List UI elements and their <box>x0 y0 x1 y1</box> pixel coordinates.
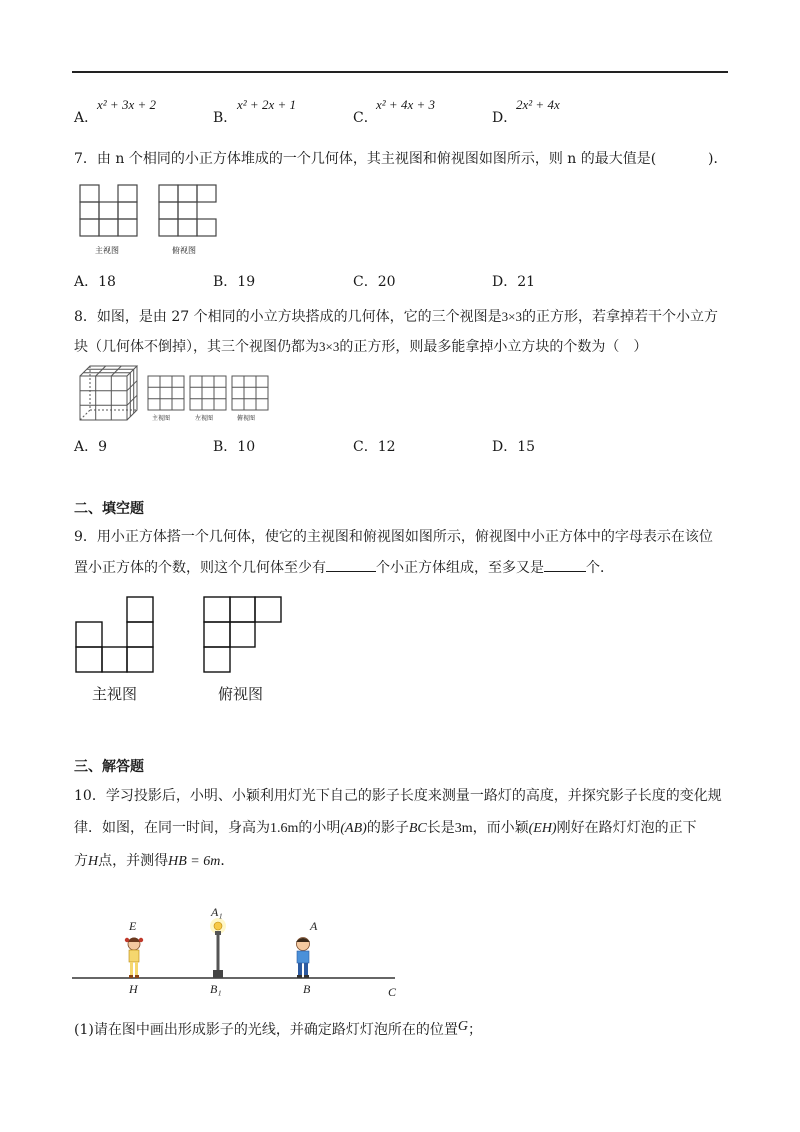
section-2-heading: 二、填空题 <box>74 501 144 517</box>
label-A: A <box>310 919 318 933</box>
label-B: B <box>303 982 311 996</box>
q10-h: H <box>88 854 99 869</box>
q8-option-d-value: 15 <box>517 439 536 455</box>
q6-option-a <box>74 108 98 128</box>
q8-option-c-value: 12 <box>377 439 396 455</box>
q10-line2e: ，而小颖 <box>472 820 529 836</box>
q10-line3b: 点，并测得 <box>98 853 169 869</box>
q10-figure <box>70 904 410 1000</box>
q6-option-d-label: D． <box>492 110 518 126</box>
q9-front-view <box>76 597 153 672</box>
q10-line3 <box>74 851 234 872</box>
q8-option-b <box>213 437 255 457</box>
q9-top-caption: 俯视图 <box>218 685 264 703</box>
q10-height: 1.6m <box>270 821 299 836</box>
q6-option-a-expr: x² + 3x + 2 <box>97 97 156 112</box>
q6-option-b <box>213 108 237 128</box>
q10-line2d: 长是 <box>426 820 455 836</box>
q9-front-caption: 主视图 <box>92 685 138 703</box>
q8-view-front <box>148 376 184 410</box>
q8-line2a: 块（几何体不倒掉），其三个视图仍都为 <box>74 339 319 355</box>
q8-line2b: 的正方形，则最多能拿掉小立方块的个数为（ ） <box>339 339 648 355</box>
q9-blank-min[interactable] <box>326 557 376 572</box>
q8-option-a <box>74 437 107 457</box>
q7-option-c-value: 20 <box>377 274 396 290</box>
q8-dim-2: 3×3 <box>319 339 340 354</box>
q7-option-c-label: C． <box>353 274 378 290</box>
q10-line3a: 方 <box>74 853 88 869</box>
q6-option-b-label: B． <box>213 110 238 126</box>
q10-hb: HB = 6m <box>168 854 221 869</box>
label-B1: B₁ <box>210 982 222 996</box>
q8-cube <box>80 366 137 420</box>
label-A1: A₁ <box>211 905 223 919</box>
q7-front-caption: 主视图 <box>95 246 119 255</box>
q9-line2c: 个． <box>586 560 614 576</box>
section-3-heading: 三、解答题 <box>74 759 144 775</box>
q7-front-view <box>80 185 137 236</box>
q7-text: 7．由 n 个相同的小正方体堆成的一个几何体，其主视图和俯视图如图所示，则 n 的最大值是( <box>74 151 657 167</box>
q6-option-c-expr: x² + 4x + 3 <box>376 97 435 112</box>
q7-option-d <box>492 272 535 292</box>
q8-caption-top: 俯视图 <box>237 415 256 422</box>
q8-option-a-value: 9 <box>98 439 108 455</box>
q7-option-a <box>74 272 116 292</box>
q9-line2b: 个小正方体组成，至多又是 <box>376 560 544 576</box>
q8-line1 <box>74 307 718 327</box>
q10-ab: (AB) <box>340 821 367 836</box>
q8-caption-front: 主视图 <box>152 415 171 422</box>
q9-top-view <box>204 597 281 672</box>
q6-option-b-expr: x² + 2x + 1 <box>237 97 296 112</box>
q10-sub1-g: G <box>457 1019 468 1034</box>
q7-option-a-label: A． <box>74 274 99 290</box>
q6-option-c-label: C． <box>353 110 378 126</box>
q10-sub1 <box>74 1017 482 1040</box>
q8-line1a: 8．如图，是由 27 个相同的小立方块搭成的几何体，它的三个视图是 <box>74 309 502 325</box>
q7-stem <box>74 149 656 169</box>
q6-option-c <box>353 108 378 128</box>
header-rule <box>72 71 728 73</box>
q7-option-d-label: D． <box>492 274 518 290</box>
label-H: H <box>129 982 138 996</box>
q7-option-a-value: 18 <box>98 274 116 290</box>
q10-bc-len: 3m <box>454 821 473 836</box>
q8-option-b-value: 10 <box>237 439 256 455</box>
q8-option-d-label: D． <box>492 439 518 455</box>
q6-option-d <box>492 108 517 128</box>
q8-option-b-label: B． <box>213 439 238 455</box>
label-C: C <box>388 985 397 999</box>
q10-line2 <box>74 818 697 839</box>
q7-option-b-label: B． <box>213 274 238 290</box>
q8-view-top <box>232 376 268 410</box>
q6-option-d-expr: 2x² + 4x <box>516 97 560 112</box>
q10-line2a: 律．如图，在同一时间，身高为 <box>74 820 270 836</box>
q8-caption-left: 左视图 <box>195 415 214 422</box>
q8-option-d <box>492 437 535 457</box>
q9-line2a: 置小正方体的个数，则这个几何体至少有 <box>74 560 326 576</box>
label-E: E <box>129 919 137 933</box>
q6-option-a-label: A． <box>74 110 99 126</box>
q7-option-c <box>353 272 396 292</box>
q8-option-c-label: C． <box>353 439 378 455</box>
q7-option-b <box>213 272 255 292</box>
q10-bc: BC <box>408 821 427 836</box>
q10-sub1b: ； <box>467 1022 482 1038</box>
q10-line2c: 的影子 <box>366 820 409 836</box>
girl-figure <box>125 938 143 979</box>
street-lamp <box>210 918 226 978</box>
q7-top-view <box>159 185 216 236</box>
q8-option-c <box>353 437 396 457</box>
q9-figure <box>74 595 314 677</box>
q8-line2 <box>74 337 647 357</box>
q7-option-d-value: 21 <box>517 274 536 290</box>
q8-option-a-label: A． <box>74 439 99 455</box>
q8-line1b: 的正方形，若拿掉若干个小立方 <box>521 309 718 325</box>
q10-eh: (EH) <box>528 821 557 836</box>
q10-line1: 10．学习投影后，小明、小颖利用灯光下自己的影子长度来测量一路灯的高度，并探究影子长度的变化规 <box>74 788 722 804</box>
q10-line2b: 的小明 <box>298 820 341 836</box>
q10-sub1a: (1)请在图中画出形成影子的光线，并确定路灯灯泡所在的位置 <box>74 1022 458 1038</box>
q9-line1: 9．用小正方体搭一个几何体，使它的主视图和俯视图如图所示，俯视图中小正方体中的字母表示在该位 <box>74 529 713 545</box>
q7-close: )． <box>708 151 728 167</box>
q10-line3c: ． <box>220 853 235 869</box>
q9-blank-max[interactable] <box>544 557 586 572</box>
q10-line2f: 刚好在路灯灯泡的正下 <box>556 820 697 836</box>
q7-top-caption: 俯视图 <box>172 246 196 255</box>
boy-figure <box>296 938 310 979</box>
q8-dim-1: 3×3 <box>501 309 522 324</box>
q8-view-left <box>190 376 226 410</box>
q9-line2 <box>74 557 614 578</box>
q7-option-b-value: 19 <box>237 274 256 290</box>
